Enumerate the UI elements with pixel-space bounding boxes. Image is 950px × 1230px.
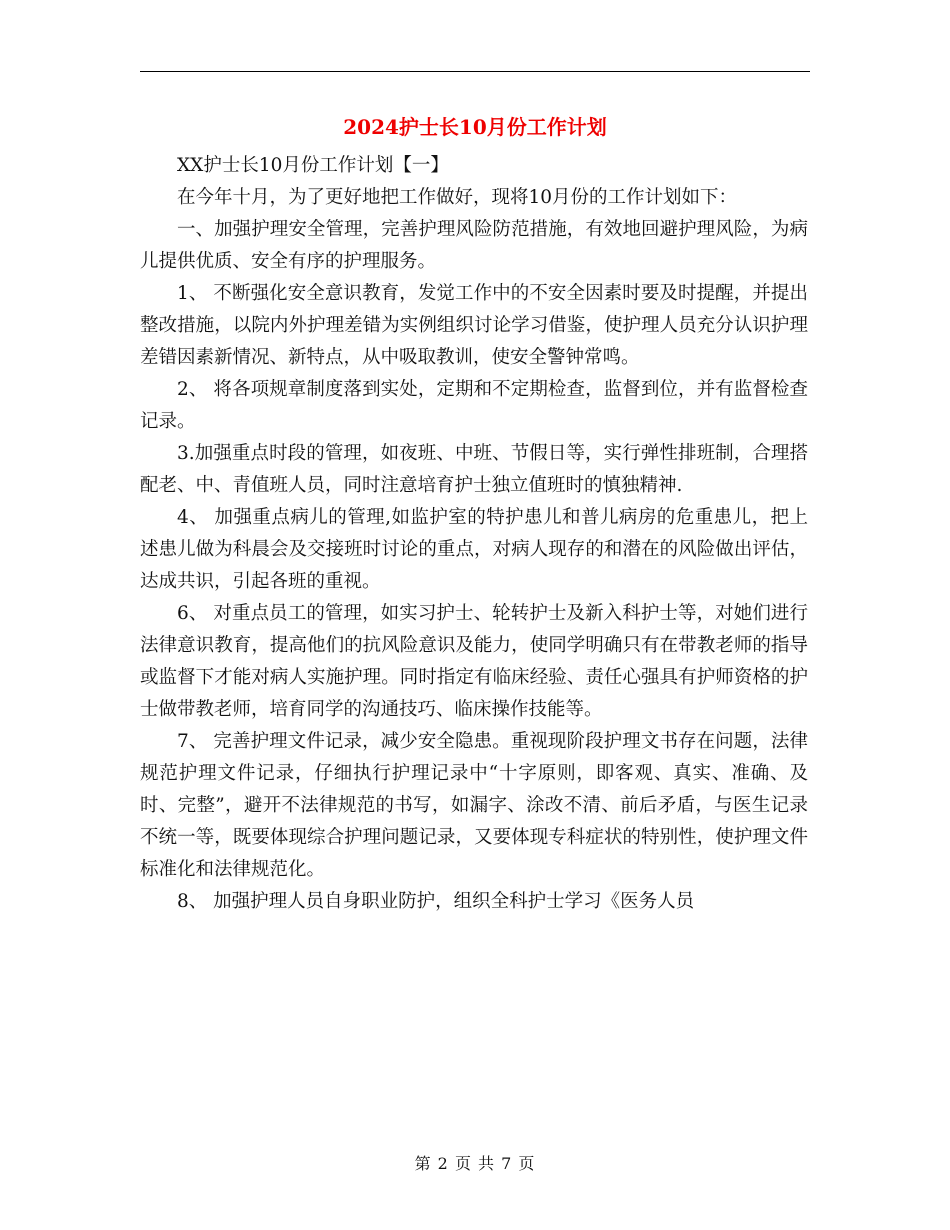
document-title: 2024护士长10月份工作计划 — [343, 115, 607, 139]
intro-paragraph: 在今年十月，为了更好地把工作做好，现将10月份的工作计划如下： — [177, 187, 738, 208]
body-paragraph: 7、 完善护理文件记录，减少安全隐患。重视现阶段护理文书存在问题，法律规范护理文件记录，仔细执行护理记录中“十字原则，即客观、真实、准确、及时、完整”，避开不法律规范的书写，如漏字、涂改不清、前后矛盾，与医生记录不统一等，既要体现综合护理问题记录，又要体现专科症状的特别性，使护理文件标准化和法律规范化。 — [140, 731, 808, 880]
body-paragraph: 6、 对重点员工的管理，如实习护士、轮转护士及新入科护士等，对她们进行法律意识教育，提高他们的抗风险意识及能力，使同学明确只有在带教老师的指导或监督下才能对病人实施护理。同时指定有临床经验、责任心强具有护师资格的护士做带教老师，培育同学的沟通技巧、临床操作技能等。 — [140, 603, 808, 720]
body-paragraph: 2、 将各项规章制度落到实处，定期和不定期检查，监督到位，并有监督检查记录。 — [140, 379, 808, 432]
section-heading: XX护士长10月份工作计划【一】 — [177, 155, 449, 176]
header-rule — [140, 71, 810, 72]
body-paragraph: 1、 不断强化安全意识教育，发觉工作中的不安全因素时要及时提醒，并提出整改措施，以院内外护理差错为实例组织讨论学习借鉴，使护理人员充分认识护理差错因素新情况、新特点，从中吸取教训，使安全警钟常鸣。 — [140, 283, 808, 368]
body-paragraph: 4、 加强重点病儿的管理,如监护室的特护患儿和普儿病房的危重患儿，把上述患儿做为科晨会及交接班时讨论的重点，对病人现存的和潜在的风险做出评估，达成共识，引起各班的重视。 — [140, 507, 808, 592]
body-paragraph: 8、 加强护理人员自身职业防护，组织全科护士学习《医务人员 — [177, 891, 695, 912]
page-indicator: 第 2 页 共 7 页 — [414, 1154, 536, 1173]
body-paragraph: 一、加强护理安全管理，完善护理风险防范措施，有效地回避护理风险，为病儿提供优质、安全有序的护理服务。 — [140, 219, 808, 272]
document-body — [140, 150, 808, 918]
body-paragraph: 3.加强重点时段的管理，如夜班、中班、节假日等，实行弹性排班制，合理搭配老、中、青值班人员，同时注意培育护士独立值班时的慎独精神. — [140, 443, 808, 496]
